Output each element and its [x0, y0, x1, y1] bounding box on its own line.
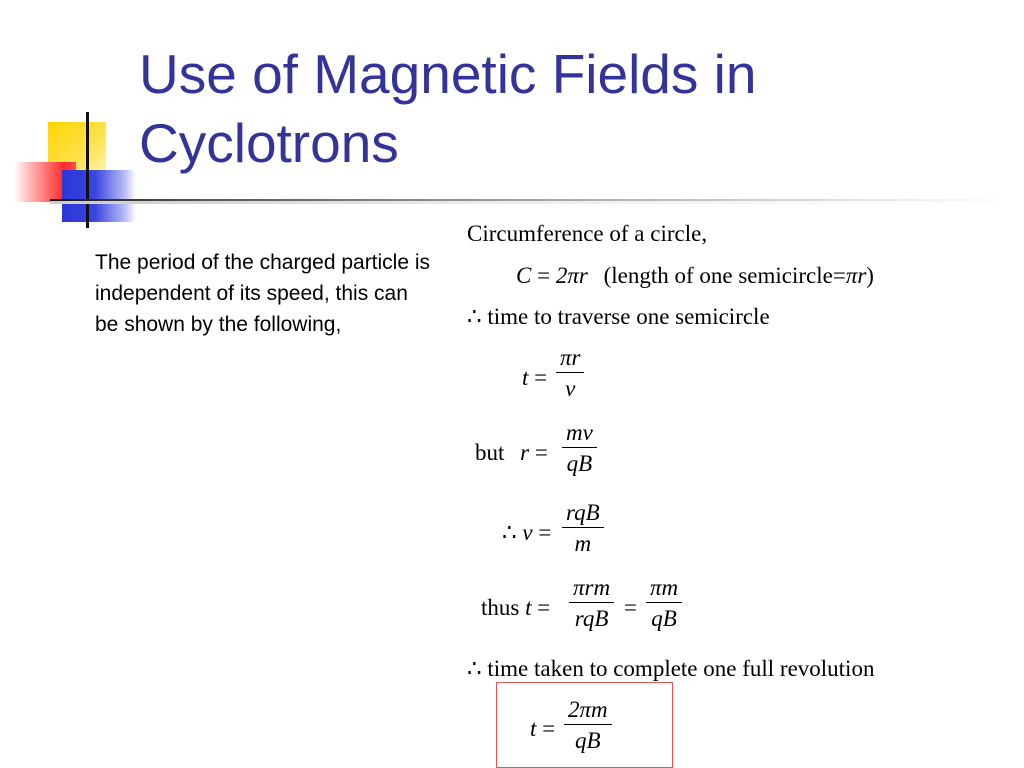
circ-equals: =	[537, 263, 551, 288]
eq3-fraction	[562, 501, 604, 555]
final-fraction	[564, 698, 612, 752]
eq4-lhs: t	[525, 595, 532, 620]
full-revolution-text: time taken to complete one full revolution	[487, 656, 875, 681]
circ-lhs: C	[516, 263, 532, 288]
eq3-numerator: rqB	[562, 501, 604, 528]
eq2-lhs: r	[520, 440, 530, 465]
circ-note-pi-r: πr	[845, 263, 867, 288]
eq2-left	[475, 441, 548, 464]
thus-label: thus	[481, 595, 520, 620]
circ-rhs: 2πr	[555, 263, 588, 288]
eq3-therefore: ∴	[502, 520, 517, 545]
eq2-fraction	[562, 421, 597, 475]
eq4-fraction-2	[646, 576, 682, 630]
full-revolution-line	[467, 657, 874, 680]
decor-blue-square	[62, 170, 136, 222]
eq4-left	[481, 596, 550, 619]
semicircle-time-text: time to traverse one semicircle	[487, 304, 770, 329]
final-numerator: 2πm	[564, 698, 612, 725]
final-denominator: qB	[575, 728, 601, 753]
eq4-fraction-1	[569, 576, 614, 630]
slide-title: Use of Magnetic Fields in Cyclotrons	[139, 43, 757, 174]
eq4-numerator-1: πrm	[569, 576, 614, 603]
circumference-heading: Circumference of a circle,	[467, 221, 708, 246]
eq3-equals: =	[538, 520, 552, 545]
eq1-denominator: v	[565, 376, 576, 401]
semicircle-time-line	[467, 305, 770, 328]
eq1-fraction	[556, 346, 584, 400]
eq1-numerator: πr	[556, 346, 584, 373]
therefore-symbol-2: ∴	[467, 656, 482, 681]
circ-note-open: (length of one semicircle=	[603, 263, 846, 288]
eq4-equals-1: =	[537, 595, 551, 620]
decor-rule-shadow	[50, 201, 1010, 204]
circ-note-close: )	[866, 263, 874, 288]
eq1-left	[522, 366, 547, 389]
decor-vertical-rule	[86, 112, 89, 228]
eq4-denominator-1: rqB	[574, 606, 609, 631]
eq2-numerator: mv	[562, 421, 597, 448]
eq1-equals: =	[534, 365, 548, 390]
eq3-left	[502, 521, 551, 544]
final-lhs: t	[530, 716, 537, 741]
eq2-equals: =	[534, 440, 548, 465]
eq4-equals-2: =	[624, 595, 637, 620]
eq1-lhs: t	[522, 365, 529, 390]
eq4-denominator-2: qB	[651, 606, 677, 631]
but-label: but	[475, 440, 505, 465]
eq3-denominator: m	[574, 531, 592, 556]
circumference-equation	[516, 264, 874, 287]
eq2-denominator: qB	[566, 451, 593, 476]
final-left	[530, 717, 555, 740]
therefore-symbol: ∴	[467, 304, 482, 329]
final-equals: =	[542, 716, 556, 741]
eq3-lhs: v	[522, 520, 533, 545]
body-text: The period of the charged particle is independent of its speed, this can be shown by the following,	[95, 251, 431, 336]
eq4-numerator-2: πm	[646, 576, 682, 603]
decor-horizontal-rule	[50, 199, 1010, 201]
